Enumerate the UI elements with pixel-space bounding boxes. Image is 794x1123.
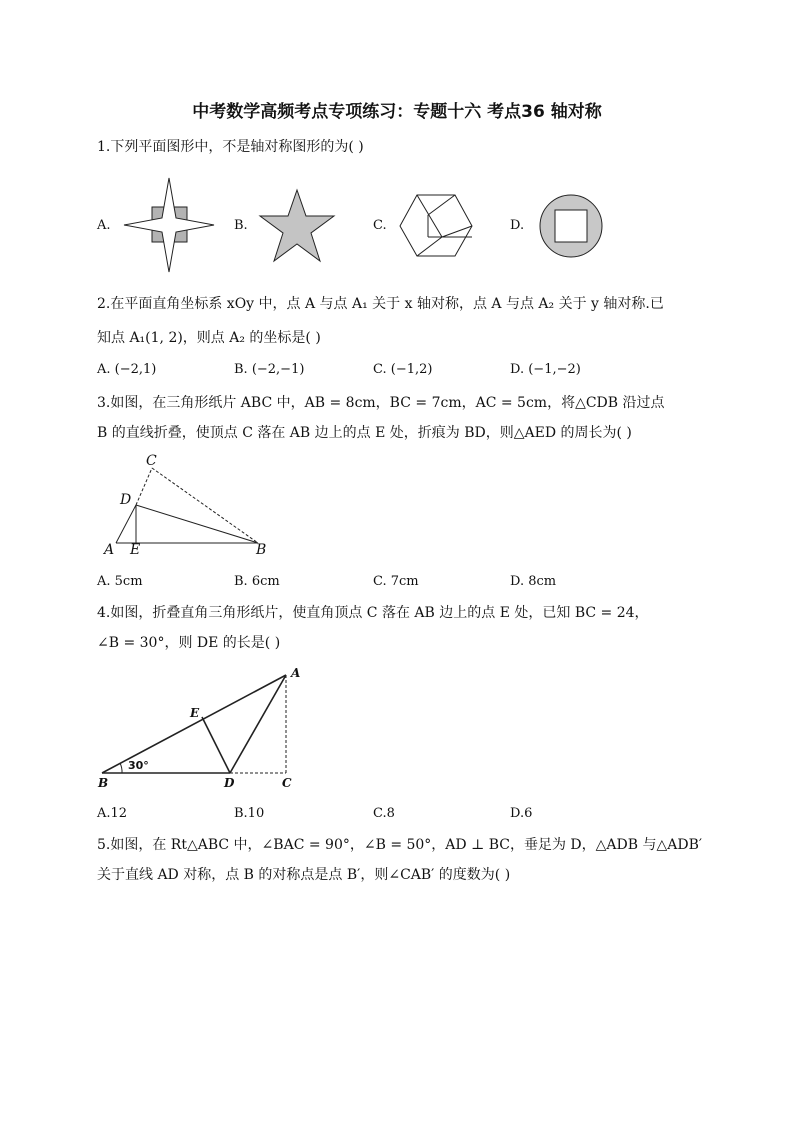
circle-square-icon xyxy=(537,193,605,259)
q1-option-a-label: A. xyxy=(97,218,111,233)
q3-option-b: B. 6cm xyxy=(234,574,280,589)
q3-label-b: B xyxy=(256,542,267,558)
q1-option-d-label: D. xyxy=(510,218,525,233)
q4-option-d: D.6 xyxy=(510,806,533,821)
q4-option-b: B.10 xyxy=(234,806,265,821)
question-3-line-2: B 的直线折叠，使顶点 C 落在 AB 边上的点 E 处，折痕为 BD，则△AED 的周长为( ) xyxy=(97,425,632,441)
q4-option-c: C.8 xyxy=(373,806,395,821)
q2-option-a: A. (−2,1) xyxy=(97,362,157,377)
q2-option-d: D. (−1,−2) xyxy=(510,362,581,377)
q2-option-b: B. (−2,−1) xyxy=(234,362,305,377)
q3-label-c: C xyxy=(146,453,157,469)
q4-option-a: A.12 xyxy=(97,806,128,821)
question-4-line-2: ∠B = 30°，则 DE 的长是( ) xyxy=(97,635,281,651)
q1-option-c-label: C. xyxy=(373,218,387,233)
q4-label-e: E xyxy=(190,706,200,720)
five-point-star-icon xyxy=(258,188,336,264)
q4-label-d: D xyxy=(224,776,235,790)
triangle-fold-icon xyxy=(398,193,474,259)
question-3-line-1: 3.如图，在三角形纸片 ABC 中，AB = 8cm，BC = 7cm，AC = 5cm，将△CDB 沿过点 xyxy=(97,395,665,411)
question-2-line-2: 知点 A₁(1, 2)，则点 A₂ 的坐标是( ) xyxy=(97,330,321,346)
q3-label-e: E xyxy=(130,542,141,558)
q4-angle-label: 30° xyxy=(128,759,149,772)
question-4-line-1: 4.如图，折叠直角三角形纸片，使直角顶点 C 落在 AB 边上的点 E 处，已知 BC = 24， xyxy=(97,605,649,621)
q3-option-d: D. 8cm xyxy=(510,574,557,589)
q3-option-a: A. 5cm xyxy=(97,574,143,589)
q4-label-b: B xyxy=(98,776,109,790)
question-5-line-2: 关于直线 AD 对称，点 B 的对称点是点 B′，则∠CAB′ 的度数为( ) xyxy=(97,867,511,883)
q1-option-b-label: B. xyxy=(234,218,248,233)
q4-label-a: A xyxy=(291,666,301,680)
q4-right-triangle-figure xyxy=(100,665,300,795)
q4-label-c: C xyxy=(282,776,292,790)
question-2-line-1: 2.在平面直角坐标系 xOy 中，点 A 与点 A₁ 关于 x 轴对称，点 A 与点 A₂ 关于 y 轴对称.已 xyxy=(97,296,664,312)
four-point-star-icon xyxy=(122,176,218,274)
q3-option-c: C. 7cm xyxy=(373,574,419,589)
q3-label-a: A xyxy=(104,542,115,558)
question-1-stem: 1.下列平面图形中，不是轴对称图形的为( ) xyxy=(97,139,364,155)
q3-label-d: D xyxy=(120,492,132,508)
question-5-line-1: 5.如图，在 Rt△ABC 中，∠BAC = 90°，∠B = 50°，AD ⊥ BC，垂足为 D，△ADB 与△ADB′ xyxy=(97,837,703,853)
page-title: 中考数学高频考点专项练习：专题十六 考点36 轴对称 xyxy=(192,102,602,122)
q2-option-c: C. (−1,2) xyxy=(373,362,433,377)
